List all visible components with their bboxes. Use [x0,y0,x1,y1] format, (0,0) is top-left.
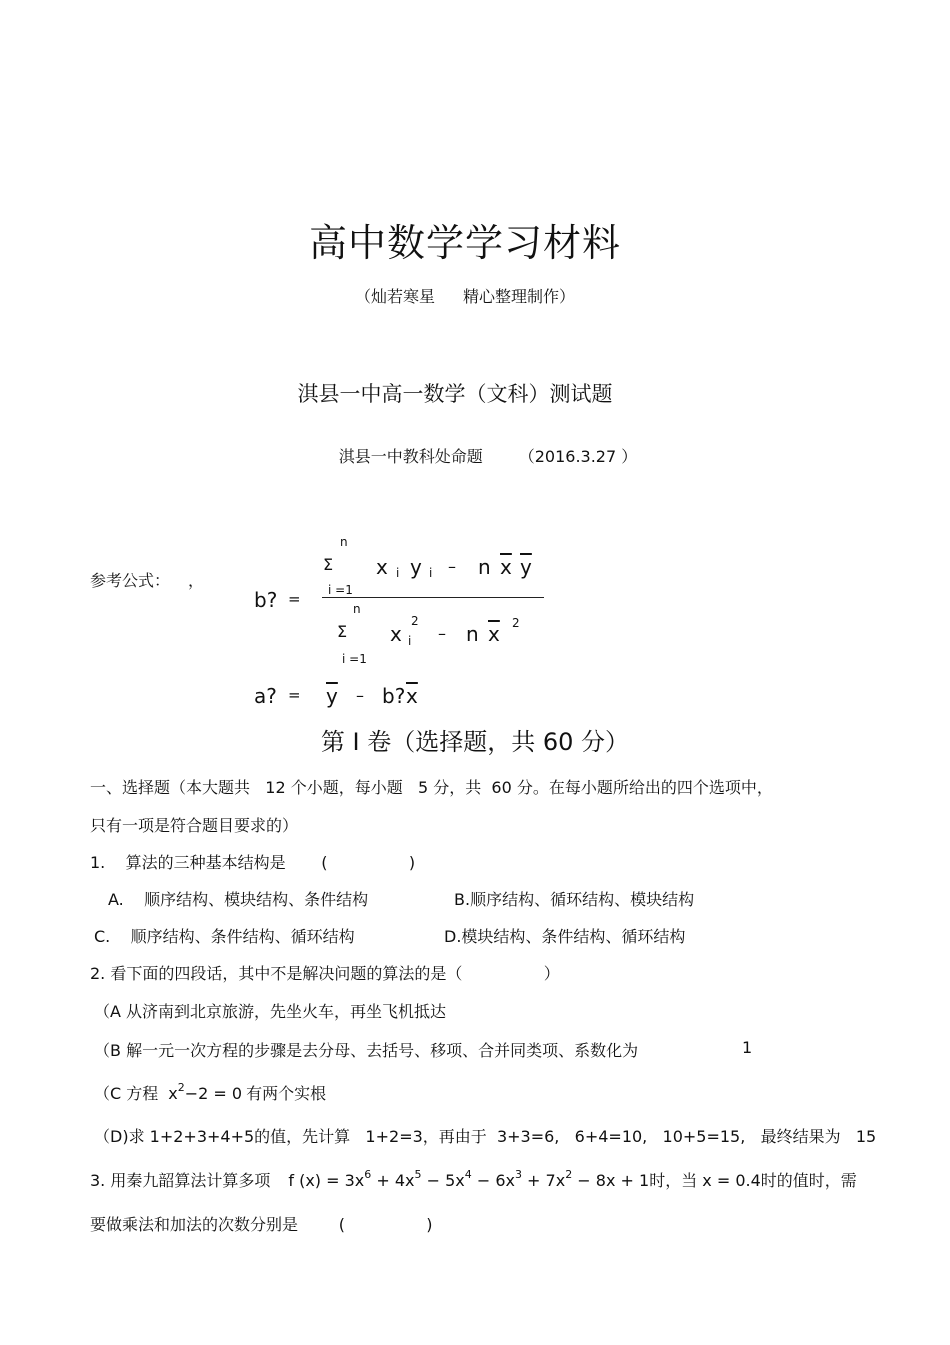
denominator-xbar-sup: 2 [512,616,520,630]
q3-exp-4: 4 [464,1168,472,1181]
q3-fx: f (x) = 3x [288,1171,365,1190]
question-2-option-d[interactable]: （D)求 1+2+3+4+5的值，先计算 1+2=3，再由于 3+3=6, 6+4=10, 10+5=15, 最终结果为 15 [94,1127,877,1146]
fraction-line [322,597,544,598]
question-2-stem: 2. 看下面的四段话，其中不是解决问题的算法的是（ ） [90,964,560,983]
material-title: 高中数学学习材料 [308,221,621,265]
a-minus: – [356,686,364,705]
q3-exp-5: 5 [414,1168,422,1181]
option-c-prefix: （C 方程 [94,1084,159,1103]
denominator-upper-limit: n [353,602,361,616]
a-ybar: $\overline{y}$ [326,684,338,708]
option-c-equation: −2 = 0 [184,1084,243,1103]
subtitle-right: 精心整理制作） [463,287,576,306]
denominator-x-sub: i [408,634,412,648]
question-1-option-b[interactable]: B.顺序结构、循环结构、模块结构 [454,890,695,909]
exam-date: （2016.3.27 ） [518,447,638,466]
q3-intro: 3. 用秦九韶算法计算多项 [90,1171,271,1190]
numerator-xbar: $\overline{x}$ [500,555,512,579]
material-subtitle [0,284,930,307]
denominator-n: n [466,622,479,646]
b-hat: b? [254,588,278,612]
option-c-x: x [168,1084,178,1103]
question-2-option-b-number: 1 [742,1038,753,1057]
numerator-minus: – [448,557,456,576]
question-1-option-c[interactable]: C. 顺序结构、条件结构、循环结构 [94,927,355,946]
denominator-lower-limit: i =1 [342,652,367,666]
q3-exp-6: 6 [364,1168,372,1181]
option-c-suffix: 有两个实根 [246,1084,327,1103]
numerator-n: n [478,555,491,579]
exam-meta [0,444,950,467]
instructions-line-2: 只有一项是符合题目要求的） [90,816,299,835]
numerator-upper-limit: n [340,535,348,549]
q3-exp-2: 2 [565,1168,573,1181]
denominator-x: x [390,622,402,646]
denominator-sigma: Σ [337,622,348,641]
numerator-y-sub: i [429,566,433,580]
subtitle-left: （灿若寒星 [354,287,435,306]
section-title: 第 I 卷（选择题，共 60 分） [320,728,630,756]
q3-term-4: − 6x [471,1171,515,1190]
formula-label-sep: ， [188,571,205,590]
question-1-stem: 1. 算法的三种基本结构是 ( ) [90,853,416,872]
exam-author: 淇县一中教科处命题 [338,447,483,466]
question-1-option-d[interactable]: D.模块结构、条件结构、循环结构 [444,927,686,946]
question-3-line-2: 要做乘法和加法的次数分别是 ( ) [90,1215,433,1234]
option-c-exponent: 2 [177,1081,185,1094]
a-xbar: $\overline{x}$ [406,684,418,708]
question-2-option-a[interactable]: （A 从济南到北京旅游，先坐火车，再坐飞机抵达 [94,1002,447,1021]
q3-exp-3: 3 [514,1168,522,1181]
instructions-line-1: 一、选择题（本大题共 12 个小题，每小题 5 分，共 60 分。在每小题所给出的四个选项中， [90,778,773,797]
numerator-lower-limit: i =1 [328,583,353,597]
q3-term-6: − 8x + 1 [572,1171,650,1190]
question-2-option-c[interactable] [94,1081,326,1104]
numerator-x-sub: i [396,566,400,580]
numerator-ybar: $\overline{y}$ [520,555,532,579]
question-2-option-b[interactable]: （B 解一元一次方程的步骤是去分母、去括号、移项、合并同类项、系数化为 [94,1041,639,1060]
question-1-option-a[interactable]: A. 顺序结构、模块结构、条件结构 [108,890,369,909]
denominator-minus: – [438,624,446,643]
denominator-x-sup: 2 [411,614,419,628]
exam-title: 淇县一中高一数学（文科）测试题 [297,382,613,406]
formula-label: 参考公式： [90,571,171,590]
question-3-stem [90,1168,857,1191]
b-equals: = [288,590,301,608]
q3-term-2: + 4x [371,1171,415,1190]
a-equals: = [288,686,301,704]
numerator-sigma: Σ [323,555,334,574]
q3-term-5: + 7x [521,1171,566,1190]
numerator-x: x [376,555,388,579]
a-hat: a? [254,684,277,708]
numerator-y: y [410,555,422,579]
q3-suffix: 时，当 x = 0.4时的值时，需 [649,1171,857,1190]
denominator-xbar: $\overline{x}$ [488,622,500,646]
q3-term-3: − 5x [421,1171,465,1190]
a-b-hat: b? [382,684,406,708]
